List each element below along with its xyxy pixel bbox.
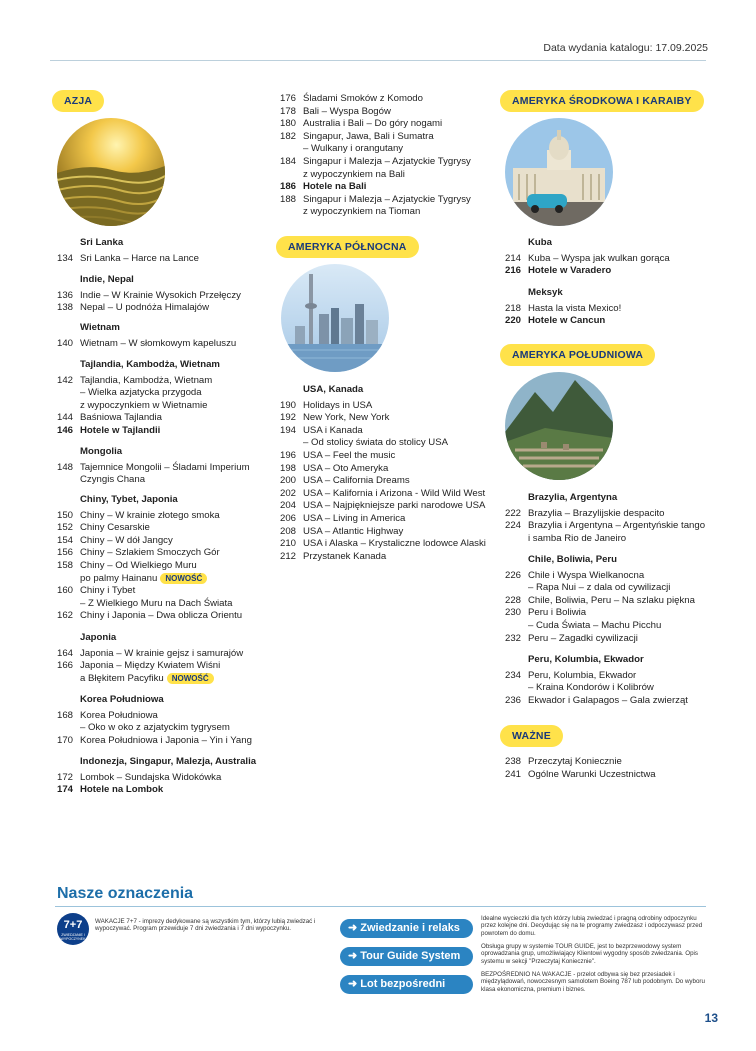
group-indonezja: [57, 756, 272, 797]
group-mongolia: [57, 446, 272, 487]
list-item: 230 Peru i Boliwia: [505, 607, 587, 619]
group-indie-nepal: [57, 274, 272, 315]
list-item: 198 USA – Oto Ameryka: [280, 462, 389, 474]
list-item: 182 Singapur, Jawa, Bali i Sumatra: [280, 130, 434, 142]
list-item: – Rapa Nui – z dala od cywilizacji: [528, 582, 671, 594]
region-title: Indie, Nepal: [80, 274, 134, 285]
list-item: 186 Hotele na Bali: [280, 181, 367, 193]
list-item: z wypoczynkiem w Wietnamie: [80, 399, 208, 411]
region-title: Korea Południowa: [80, 694, 164, 705]
list-item: 142 Tajlandia, Kambodża, Wietnam: [57, 374, 213, 386]
list-item: 140 Wietnam – W słomkowym kapeluszu: [57, 337, 237, 349]
list-item: Czyngis Chana: [80, 474, 146, 486]
list-item: 134 Sri Lanka – Harce na Lance: [57, 252, 199, 264]
wakacje-description: WAKACJE 7+7 - imprezy dedykowane są wszystkim tym, którzy lubią zwiedzać i wypoczywać. Program przewiduje 7 dni zwiedzania i 7 dni wypoczynku.: [95, 918, 316, 933]
list-item: 156 Chiny – Szlakiem Smoczych Gór: [57, 547, 220, 559]
catalog-date: Data wydania katalogu: 17.09.2025: [543, 42, 708, 54]
list-item: 172 Lombok – Sundajska Widokówka: [57, 771, 222, 783]
list-item: – Od stolicy świata do stolicy USA: [303, 437, 449, 449]
list-item: 236 Ekwador i Galapagos – Gala zwierząt: [505, 694, 688, 706]
region-title: Mongolia: [80, 446, 123, 457]
list-item: – Kraina Kondorów i Kolibrów: [528, 682, 654, 694]
list-item: 170 Korea Południowa i Japonia – Yin i Yang: [57, 734, 252, 746]
list-item: 178 Bali – Wyspa Bogów: [280, 105, 391, 117]
list-item: 196 USA – Feel the music: [280, 449, 396, 461]
legend-divider: [55, 906, 706, 907]
section-badge-ameryka-srodkowa: AMERYKA ŚRODKOWA I KARAIBY: [500, 90, 704, 112]
toronto-skyline-photo: [281, 264, 389, 372]
list-item: 152 Chiny Cesarskie: [57, 522, 150, 534]
list-item: – Cuda Świata – Machu Picchu: [528, 619, 662, 631]
region-title: Indonezja, Singapur, Malezja, Australia: [80, 756, 257, 767]
list-item: 154 Chiny – W dół Jangcy: [57, 534, 173, 546]
group-usa-kanada: [280, 384, 495, 563]
section-badge-ameryka-polnocna: AMERYKA PÓŁNOCNA: [276, 236, 419, 258]
group-indonezja-cont: [280, 93, 495, 219]
list-item: 208 USA – Atlantic Highway: [280, 525, 404, 537]
section-badge-ameryka-poludniowa: AMERYKA POŁUDNIOWA: [500, 344, 655, 366]
list-item: 226 Chile i Wyspa Wielkanocna: [505, 569, 645, 581]
group-tajlandia: [57, 359, 272, 438]
list-item: 228 Chile, Boliwia, Peru – Na szlaku piękna: [505, 594, 695, 606]
section-badge-azja: AZJA: [52, 90, 104, 112]
group-peru: [505, 654, 720, 707]
havana-capitol-photo: [505, 118, 613, 226]
region-title: Japonia: [80, 632, 117, 643]
group-kuba: [505, 237, 720, 278]
list-item: 138 Nepal – U podnóża Himalajów: [57, 302, 210, 314]
region-title: Sri Lanka: [80, 237, 124, 248]
list-item: 194 USA i Kanada: [280, 424, 363, 436]
region-title: Brazylia, Argentyna: [528, 492, 618, 503]
list-item: 204 USA – Najpiękniejsze parki narodowe USA: [280, 500, 486, 512]
list-item: 232 Peru – Zagadki cywilizacji: [505, 632, 638, 644]
page-number: 13: [704, 1011, 718, 1025]
group-japonia: [57, 632, 272, 685]
list-item: z wypoczynkiem na Tioman: [303, 206, 421, 218]
list-item: 210 USA i Alaska – Krystaliczne lodowce Alaski: [280, 538, 486, 550]
list-item: – Z Wielkiego Muru na Dach Świata: [80, 597, 233, 609]
list-item: 176 Śladami Smoków z Komodo: [280, 93, 423, 104]
region-title: Peru, Kolumbia, Ekwador: [528, 654, 644, 665]
section-badge-wazne: WAŻNE: [500, 725, 563, 747]
list-item: 160 Chiny i Tybet: [57, 585, 136, 597]
list-item: 234 Peru, Kolumbia, Ekwador: [505, 669, 637, 681]
list-item: 202 USA – Kalifornia i Arizona - Wild Wild West: [280, 487, 486, 499]
list-item: 212 Przystanek Kanada: [280, 550, 387, 562]
list-item: 190 Holidays in USA: [280, 399, 373, 411]
list-item: 206 USA – Living in America: [280, 512, 406, 524]
list-item: 224 Brazylia i Argentyna – Argentyńskie tango: [505, 520, 706, 532]
list-item: 216 Hotele w Varadero: [505, 265, 612, 277]
group-chile: [505, 554, 720, 645]
pill-zwiedzanie-description: Idealne wycieczki dla tych którzy lubią zwiedzać i pragną odrobiny odpoczynku przez kolejne dni. Decydując się na te programy zwiedzasz i odpoczywasz przed powrotem do domu.: [481, 915, 703, 937]
list-item: – Oko w oko z azjatyckim tygrysem: [80, 722, 230, 734]
asia-rice-terraces-photo: [57, 118, 165, 226]
list-item: 192 New York, New York: [280, 412, 390, 424]
list-item: 214 Kuba – Wyspa jak wulkan gorąca: [505, 252, 670, 264]
region-title: USA, Kanada: [303, 384, 364, 395]
new-badge: NOWOŚĆ: [160, 573, 207, 584]
region-title: Chiny, Tybet, Japonia: [80, 494, 178, 505]
list-item: – Wielka azjatycka przygoda: [80, 387, 202, 399]
list-item: 158 Chiny – Od Wielkiego Muru: [57, 559, 197, 571]
legend-title: Nasze oznaczenia: [57, 885, 194, 902]
region-title: Tajlandia, Kambodża, Wietnam: [80, 359, 220, 370]
list-item: 148 Tajemnice Mongolii – Śladami Imperium: [57, 461, 250, 473]
list-item: – Wulkany i orangutany: [303, 143, 404, 155]
list-item: z wypoczynkiem na Bali: [303, 168, 405, 180]
list-item: 220 Hotele w Cancun: [505, 315, 606, 327]
list-item: 200 USA – California Dreams: [280, 475, 410, 487]
list-item: 168 Korea Południowa: [57, 709, 158, 721]
list-item: 166 Japonia – Między Kwiatem Wiśni: [57, 660, 221, 672]
list-item: 218 Hasta la vista Mexico!: [505, 302, 622, 314]
list-item: 150 Chiny – W krainie złotego smoka: [57, 509, 220, 521]
new-badge: NOWOŚĆ: [167, 673, 214, 684]
list-item: 222 Brazylia – Brazylijskie despacito: [505, 507, 665, 519]
pill-tour-guide-system: ➜ Tour Guide System: [340, 947, 473, 966]
group-wazne: [505, 756, 720, 781]
pill-tour-guide-description: Obsługa grupy w systemie TOUR GUIDE, jest to bezprzewodowy system oprowadzania grup, umożliwiający Klientowi wygodny sposób zwiedzania. Opis systemu w sekcji "Przeczytaj Koniecznie".: [481, 943, 699, 965]
machu-picchu-photo: [505, 372, 613, 480]
pill-lot-bezposredni: ➜ Lot bezpośredni: [340, 975, 473, 994]
list-item: i samba Rio de Janeiro: [528, 532, 627, 544]
list-item: 174 Hotele na Lombok: [57, 784, 164, 796]
group-meksyk: [505, 287, 720, 328]
list-item: 238 Przeczytaj Koniecznie: [505, 756, 622, 767]
group-korea: [57, 694, 272, 747]
list-item: 146 Hotele w Tajlandii: [57, 424, 161, 436]
pill-zwiedzanie-relaks: ➜ Zwiedzanie i relaks: [340, 919, 473, 938]
list-item: 164 Japonia – W krainie gejsz i samurajów: [57, 647, 244, 659]
group-brazylia: [505, 492, 720, 545]
list-item: 184 Singapur i Malezja – Azjatyckie Tygrysy: [280, 155, 471, 167]
list-item: 144 Baśniowa Tajlandia: [57, 412, 162, 424]
list-item: 162 Chiny i Japonia – Dwa oblicza Orientu: [57, 610, 243, 622]
region-title: Chile, Boliwia, Peru: [528, 554, 618, 565]
list-item: 180 Australia i Bali – Do góry nogami: [280, 118, 443, 130]
list-item: po palmy Hainanu NOWOŚĆ: [57, 573, 272, 586]
header-divider: [50, 60, 706, 61]
pill-lot-description: BEZPOŚREDNIO NA WAKACJE - przelot odbywa się bez przesiadek i międzylądowań, nowoczesnym samolotem Boeing 787 lub podobnym. Do wyboru klasa ekonomiczna, premium i biznes.: [481, 971, 705, 993]
group-chiny: [57, 494, 272, 623]
region-title: Wietnam: [80, 322, 120, 333]
seven-plus-seven-icon: 7+7 ZWIEDZANIE I WYPOCZYNEK: [57, 913, 89, 945]
list-item: 241 Ogólne Warunki Uczestnictwa: [505, 768, 656, 780]
region-title: Meksyk: [528, 287, 563, 298]
list-item: a Błękitem Pacyfiku NOWOŚĆ: [57, 673, 272, 686]
group-sri-lanka: [57, 237, 272, 265]
region-title: Kuba: [528, 237, 552, 248]
group-wietnam: [57, 322, 272, 350]
list-item: 188 Singapur i Malezja – Azjatyckie Tygrysy: [280, 193, 471, 205]
list-item: 136 Indie – W Krainie Wysokich Przełęczy: [57, 289, 241, 301]
